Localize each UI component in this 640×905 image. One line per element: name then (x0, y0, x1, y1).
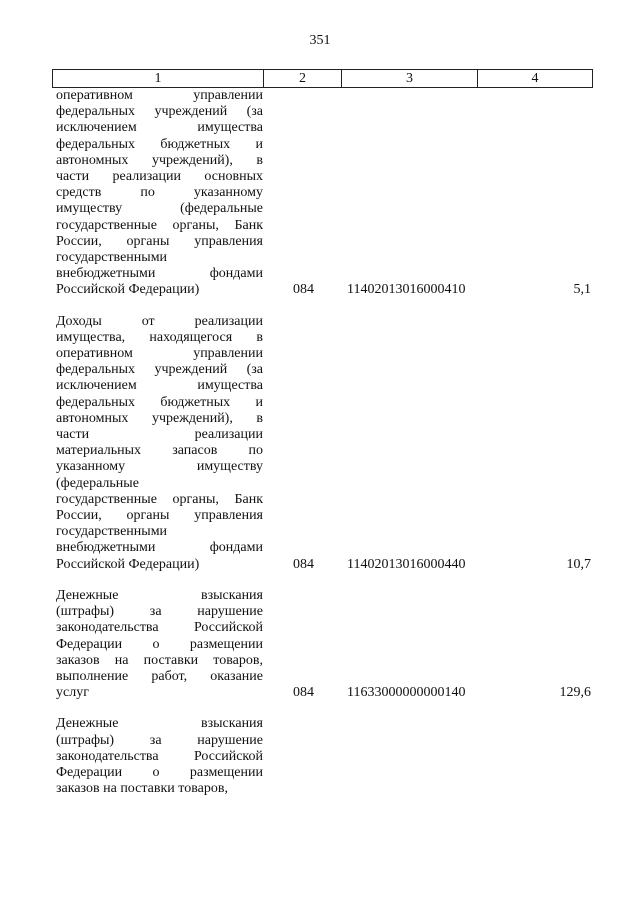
description-line: (штрафы) за нарушение (56, 732, 263, 748)
description-line: Денежные взыскания (56, 716, 263, 732)
description-line: законодательства Российской (56, 748, 263, 764)
page-number: 351 (309, 33, 331, 48)
description-line: части реализации (56, 427, 263, 443)
description-line: выполнение работ, оказание (56, 668, 263, 684)
description-line: имущества, находящегося в (56, 329, 263, 345)
amount-value: 129,6 (559, 685, 591, 701)
column-header-2: 2 (264, 70, 342, 88)
table-row (52, 88, 593, 299)
description-line: федеральных бюджетных и (56, 394, 263, 410)
description-line: имуществу (федеральные (56, 201, 263, 217)
description-line: федеральных учреждений (за (56, 104, 263, 120)
description-line: федеральных учреждений (за (56, 362, 263, 378)
description-line: материальных запасов по (56, 443, 263, 459)
table-body (52, 88, 593, 812)
description-line: автономных учреждений), в (56, 152, 263, 168)
description-line: России, органы управления (56, 508, 263, 524)
table-row (52, 588, 593, 701)
description-line: Федерации о размещении (56, 636, 263, 652)
column-header-4: 4 (478, 70, 593, 88)
description-line: (штрафы) за нарушение (56, 604, 263, 620)
column-header-3: 3 (342, 70, 478, 88)
table-row (52, 314, 593, 573)
description-line: оперативном управлении (56, 88, 263, 103)
budget-classification-code: 11633000000000140 (347, 685, 466, 701)
admin-code: 084 (293, 282, 314, 298)
description-line: средств по указанному (56, 185, 263, 201)
description-line: законодательства Российской (56, 620, 263, 636)
description-line: Российской Федерации) (56, 556, 200, 572)
description-line: указанному имуществу (56, 459, 263, 475)
budget-classification-code: 11402013016000440 (347, 556, 466, 572)
description-line: исключением имущества (56, 378, 263, 394)
admin-code: 084 (293, 556, 314, 572)
description-line: государственные органы, Банк (56, 491, 263, 507)
description-line: услуг (56, 685, 89, 701)
amount-value: 10,7 (566, 556, 591, 572)
row-description (56, 88, 263, 299)
table-row (52, 716, 593, 797)
row-description (56, 314, 263, 573)
amount-value: 5,1 (573, 282, 591, 298)
description-line: (федеральные (56, 475, 139, 491)
description-line: части реализации основных (56, 169, 263, 185)
column-header-row (52, 69, 593, 88)
column-header-1: 1 (53, 70, 264, 88)
description-line: Российской Федерации) (56, 282, 200, 298)
description-line: федеральных бюджетных и (56, 136, 263, 152)
description-line: Федерации о размещении (56, 764, 263, 780)
description-line: государственными (56, 250, 168, 266)
description-line: Доходы от реализации (56, 313, 263, 329)
description-line: государственными (56, 524, 168, 540)
row-description (56, 716, 263, 797)
description-line: России, органы управления (56, 233, 263, 249)
description-line: государственные органы, Банк (56, 217, 263, 233)
description-line: оперативном управлении (56, 346, 263, 362)
description-line: автономных учреждений), в (56, 410, 263, 426)
row-description (56, 588, 263, 701)
description-line: заказов на поставки товаров, (56, 781, 228, 797)
description-line: заказов на поставки товаров, (56, 652, 263, 668)
description-line: внебюджетными фондами (56, 266, 263, 282)
budget-classification-code: 11402013016000410 (347, 282, 466, 298)
description-line: Денежные взыскания (56, 587, 263, 603)
description-line: внебюджетными фондами (56, 540, 263, 556)
admin-code: 084 (293, 685, 314, 701)
description-line: исключением имущества (56, 120, 263, 136)
